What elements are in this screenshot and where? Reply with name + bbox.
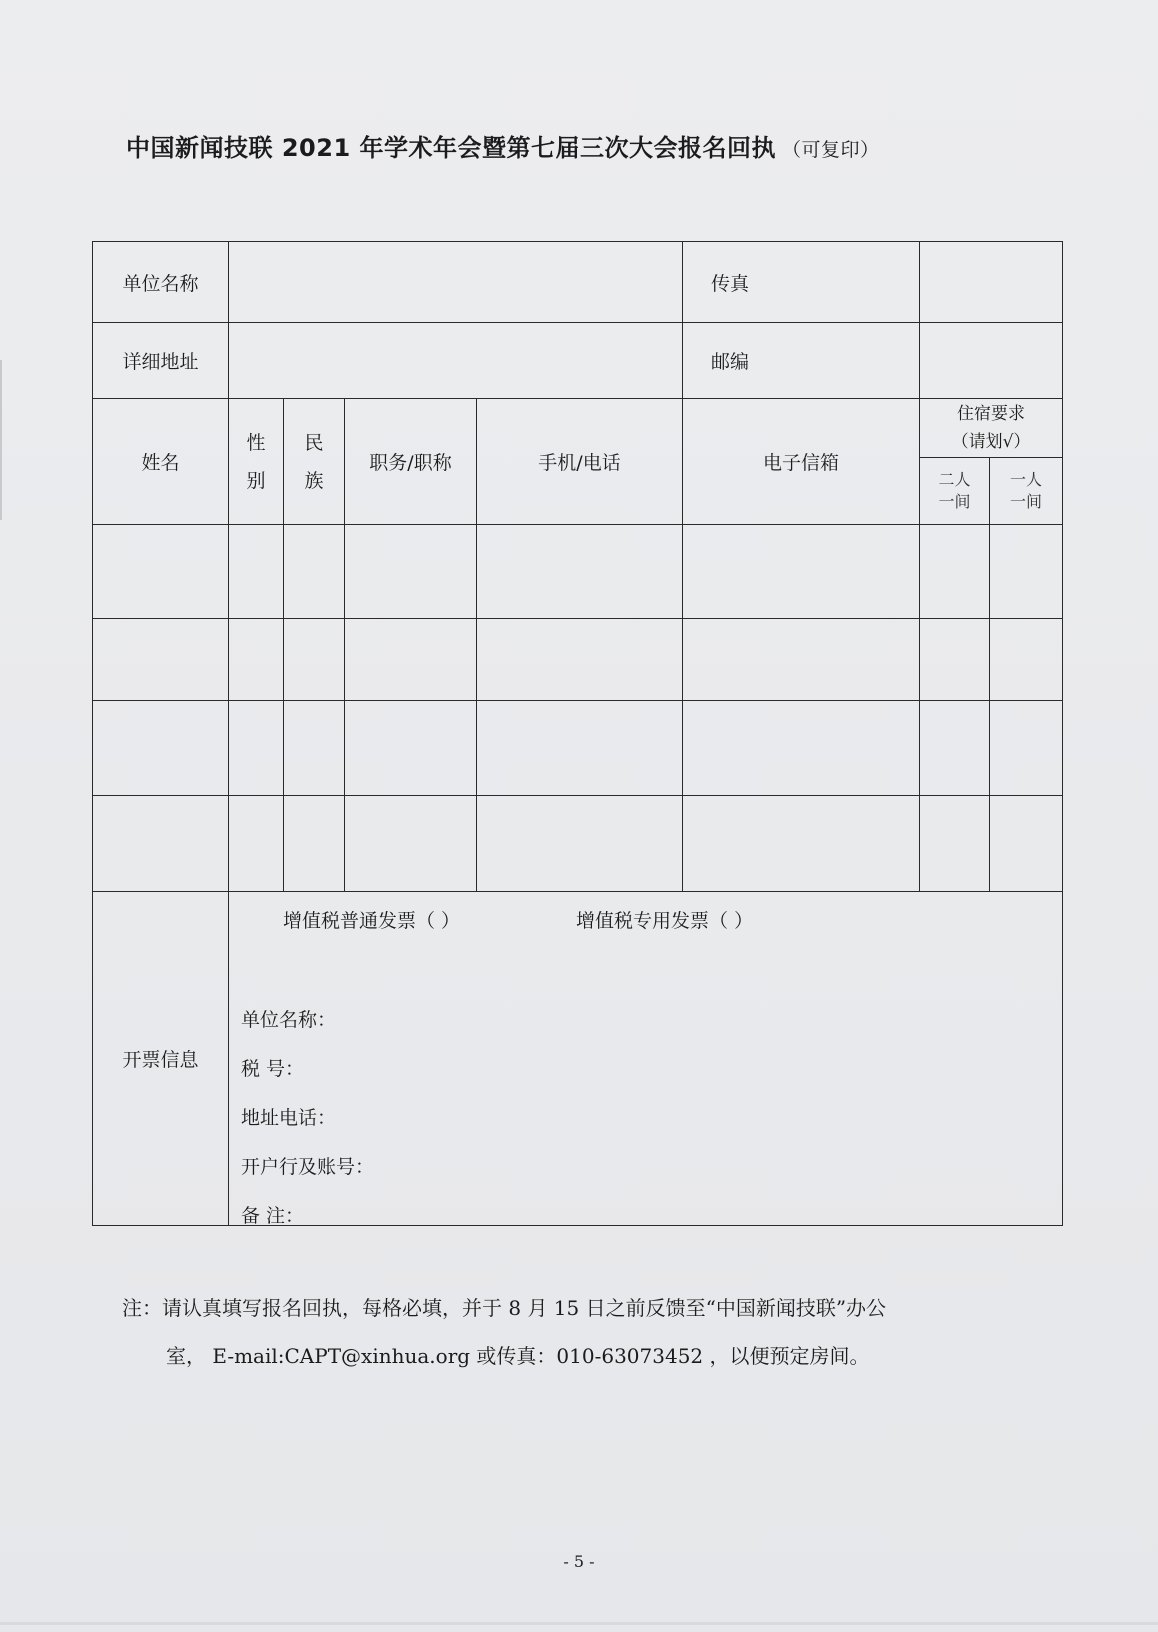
postcode-label: 邮编 — [683, 323, 920, 399]
col-header-phone: 手机/电话 — [477, 399, 683, 525]
attendee-ethnicity-cell[interactable] — [284, 701, 345, 796]
double-room-line2: 一间 — [938, 492, 971, 511]
address-field[interactable] — [229, 323, 683, 399]
attendee-row-4 — [93, 796, 1063, 892]
attendee-row-2 — [93, 619, 1063, 701]
attendee-name-cell[interactable] — [93, 525, 229, 619]
postcode-field[interactable] — [920, 323, 1063, 399]
attendee-name-cell[interactable] — [93, 619, 229, 701]
attendee-single-room-cell[interactable] — [990, 525, 1063, 619]
attendee-position-cell[interactable] — [345, 701, 477, 796]
invoice-field-bank-account[interactable]: 开户行及账号： — [241, 1156, 375, 1178]
attendee-phone-cell[interactable] — [477, 701, 683, 796]
attendee-gender-cell[interactable] — [229, 525, 284, 619]
attendee-double-room-cell[interactable] — [920, 701, 990, 796]
invoice-type-general[interactable]: 增值税普通发票（ ） — [283, 910, 461, 932]
attendee-double-room-cell[interactable] — [920, 796, 990, 892]
invoice-field-address-phone[interactable]: 地址电话： — [241, 1107, 337, 1129]
scan-bottom-edge — [0, 1622, 1158, 1625]
invoice-type-special[interactable]: 增值税专用发票（ ） — [576, 910, 754, 932]
attendee-ethnicity-cell[interactable] — [284, 525, 345, 619]
footnote-line2: 室， E-mail:CAPT@xinhua.org 或传真：010-63073452 ，以便预定房间。 — [166, 1344, 870, 1368]
form-title — [126, 128, 880, 163]
page-number: - 5 - — [563, 1552, 595, 1571]
invoice-label: 开票信息 — [93, 892, 229, 1226]
attendee-row-3 — [93, 701, 1063, 796]
attendee-single-room-cell[interactable] — [990, 796, 1063, 892]
attendee-gender-cell[interactable] — [229, 796, 284, 892]
invoice-details-cell — [229, 892, 1063, 1226]
col-header-single-room — [990, 458, 1063, 525]
col-header-gender — [229, 399, 284, 525]
invoice-fields — [241, 996, 374, 1241]
attendee-phone-cell[interactable] — [477, 796, 683, 892]
column-header-row — [93, 399, 1063, 458]
form-title-main: 中国新闻技联 2021 年学术年会暨第七届三次大会报名回执 — [126, 134, 777, 162]
col-header-position: 职务/职称 — [345, 399, 477, 525]
col-header-email: 电子信箱 — [683, 399, 920, 525]
attendee-single-room-cell[interactable] — [990, 619, 1063, 701]
attendee-gender-cell[interactable] — [229, 701, 284, 796]
footnote — [122, 1284, 1052, 1380]
unit-name-label: 单位名称 — [93, 242, 229, 323]
attendee-email-cell[interactable] — [683, 796, 920, 892]
invoice-types — [283, 906, 753, 933]
col-header-lodging — [920, 399, 1063, 458]
attendee-phone-cell[interactable] — [477, 525, 683, 619]
col-header-gender-line2: 别 — [246, 469, 266, 492]
address-row — [93, 323, 1063, 399]
unit-name-field[interactable] — [229, 242, 683, 323]
attendee-position-cell[interactable] — [345, 619, 477, 701]
attendee-gender-cell[interactable] — [229, 619, 284, 701]
col-header-ethnicity — [284, 399, 345, 525]
attendee-email-cell[interactable] — [683, 701, 920, 796]
attendee-name-cell[interactable] — [93, 701, 229, 796]
attendee-position-cell[interactable] — [345, 796, 477, 892]
double-room-line1: 二人 — [938, 470, 971, 489]
col-header-ethnicity-line2: 族 — [304, 469, 324, 492]
address-label: 详细地址 — [93, 323, 229, 399]
scan-edge-mark — [0, 360, 2, 520]
col-header-ethnicity-line1: 民 — [304, 431, 324, 454]
col-header-gender-line1: 性 — [246, 431, 266, 454]
col-header-name: 姓名 — [93, 399, 229, 525]
attendee-phone-cell[interactable] — [477, 619, 683, 701]
fax-field[interactable] — [920, 242, 1063, 323]
unit-row — [93, 242, 1063, 323]
attendee-double-room-cell[interactable] — [920, 525, 990, 619]
attendee-ethnicity-cell[interactable] — [284, 619, 345, 701]
col-header-lodging-line1: 住宿要求 — [957, 404, 1025, 424]
col-header-double-room — [920, 458, 990, 525]
registration-form-table — [92, 241, 1063, 1226]
attendee-ethnicity-cell[interactable] — [284, 796, 345, 892]
single-room-line1: 一人 — [1009, 470, 1042, 489]
attendee-double-room-cell[interactable] — [920, 619, 990, 701]
fax-label: 传真 — [683, 242, 920, 323]
footnote-line1: 注：请认真填写报名回执，每格必填，并于 8 月 15 日之前反馈至“中国新闻技联”办公 — [122, 1296, 887, 1320]
invoice-row — [93, 892, 1063, 1226]
attendee-email-cell[interactable] — [683, 525, 920, 619]
attendee-name-cell[interactable] — [93, 796, 229, 892]
attendee-row-1 — [93, 525, 1063, 619]
single-room-line2: 一间 — [1009, 492, 1042, 511]
form-title-sub: （可复印） — [782, 139, 880, 161]
invoice-field-remarks[interactable]: 备 注： — [241, 1205, 305, 1227]
attendee-single-room-cell[interactable] — [990, 701, 1063, 796]
attendee-position-cell[interactable] — [345, 525, 477, 619]
invoice-field-unit-name[interactable]: 单位名称： — [241, 1009, 337, 1031]
invoice-field-tax-number[interactable]: 税 号： — [241, 1058, 305, 1080]
attendee-email-cell[interactable] — [683, 619, 920, 701]
col-header-lodging-line2: （请划√） — [951, 432, 1031, 452]
